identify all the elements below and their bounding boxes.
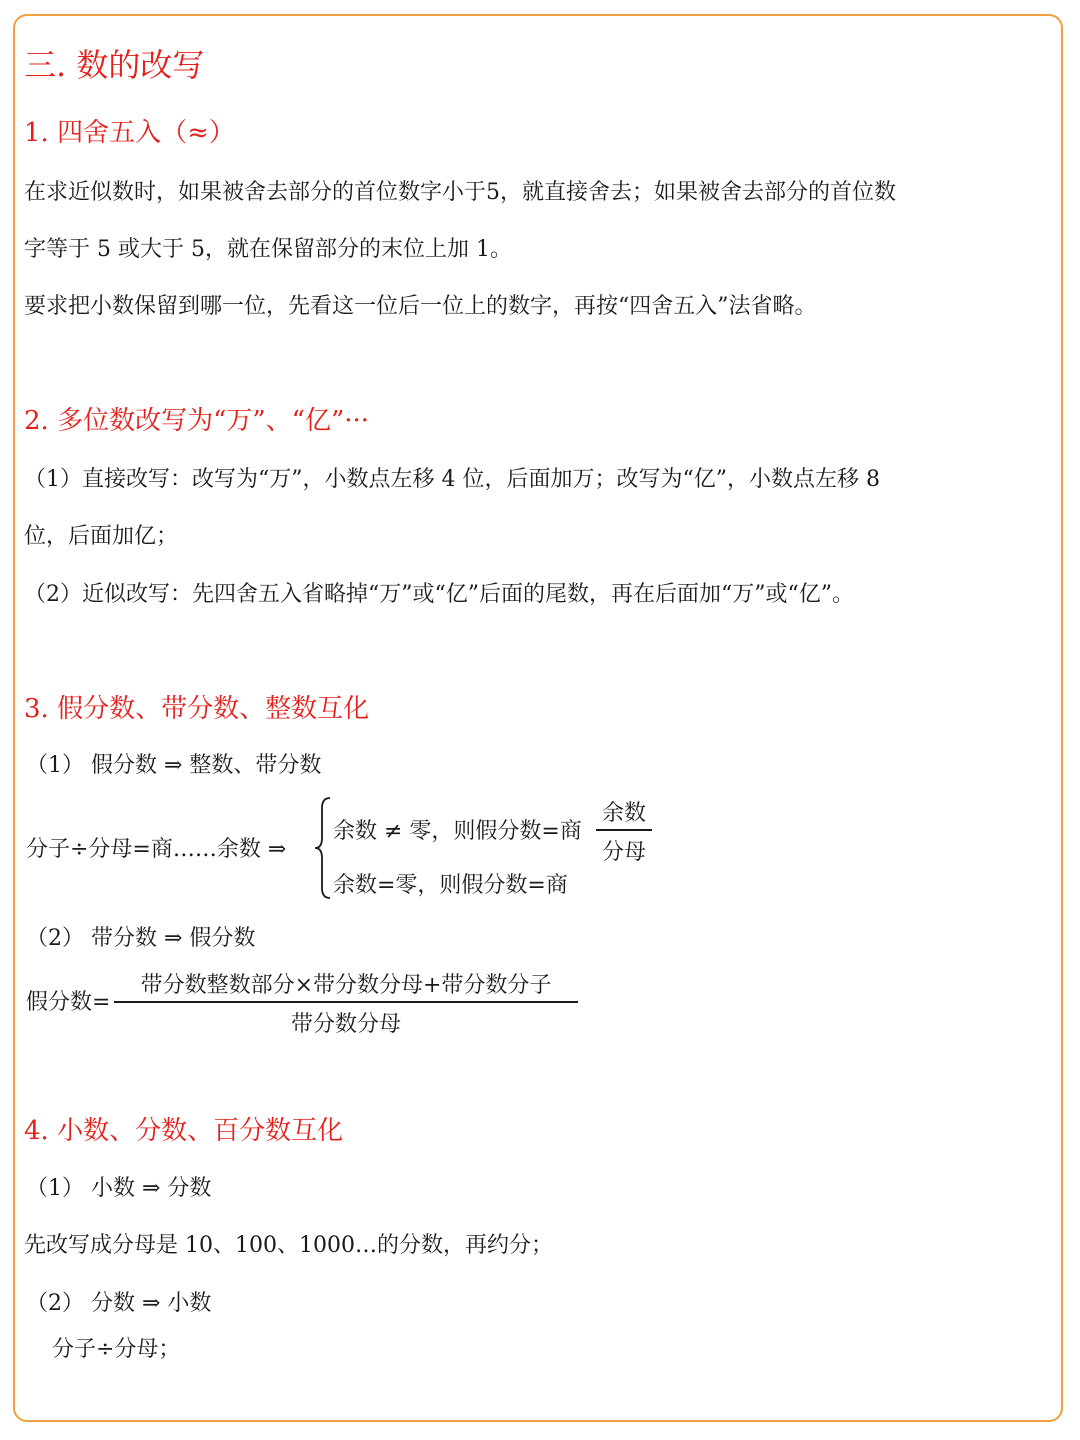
section-4-line-2: 分子÷分母； <box>52 1337 181 1362</box>
section-1-heading: 1. 四舍五入（≈） <box>24 118 235 148</box>
case-2-text: 余数=零，则假分数=商 <box>333 873 568 898</box>
page-title: 三. 数的改写 <box>24 46 205 84</box>
formula-2-numerator: 带分数整数部分×带分数分母+带分数分子 <box>114 968 578 1003</box>
case-1-denominator: 分母 <box>601 840 646 865</box>
section-2-line-1: （1）直接改写：改写为“万”，小数点左移 4 位，后面加万；改写为“亿”，小数点左移 8 <box>24 467 880 492</box>
section-3-sub-1: （1） 假分数 ⇒ 整数、带分数 <box>26 753 322 778</box>
formula-2-denominator: 带分数分母 <box>290 1012 401 1037</box>
section-1-line-2: 字等于 5 或大于 5，就在保留部分的末位上加 1。 <box>24 237 512 262</box>
section-4-heading: 4. 小数、分数、百分数互化 <box>24 1116 344 1146</box>
section-4-sub-1: （1） 小数 ⇒ 分数 <box>26 1176 212 1201</box>
section-4-line-1: 先改写成分母是 10、100、1000…的分数，再约分； <box>24 1233 553 1258</box>
section-2-line-2: 位，后面加亿； <box>24 524 179 549</box>
left-brace-icon <box>312 796 334 900</box>
case-1-numerator: 余数 <box>596 796 652 831</box>
formula-2-fraction <box>114 968 578 1038</box>
case-1-text: 余数 ≠ 零，则假分数=商 <box>333 819 582 844</box>
section-3-heading: 3. 假分数、带分数、整数互化 <box>24 694 370 724</box>
case-1-fraction <box>596 796 652 866</box>
section-3-sub-2: （2） 带分数 ⇒ 假分数 <box>26 926 256 951</box>
formula-2-left: 假分数= <box>26 990 111 1015</box>
section-4-sub-2: （2） 分数 ⇒ 小数 <box>26 1291 212 1316</box>
section-2-line-3: （2）近似改写：先四舍五入省略掉“万”或“亿”后面的尾数，再在后面加“万”或“亿”。 <box>24 582 854 607</box>
section-1-line-3: 要求把小数保留到哪一位，先看这一位后一位上的数字，再按“四舍五入”法省略。 <box>24 294 817 319</box>
formula-division: 分子÷分母=商……余数 ⇒ <box>26 837 287 862</box>
section-2-heading: 2. 多位数改写为“万”、“亿”··· <box>24 406 370 436</box>
section-1-line-1: 在求近似数时，如果被舍去部分的首位数字小于5，就直接舍去；如果被舍去部分的首位数 <box>24 180 896 205</box>
